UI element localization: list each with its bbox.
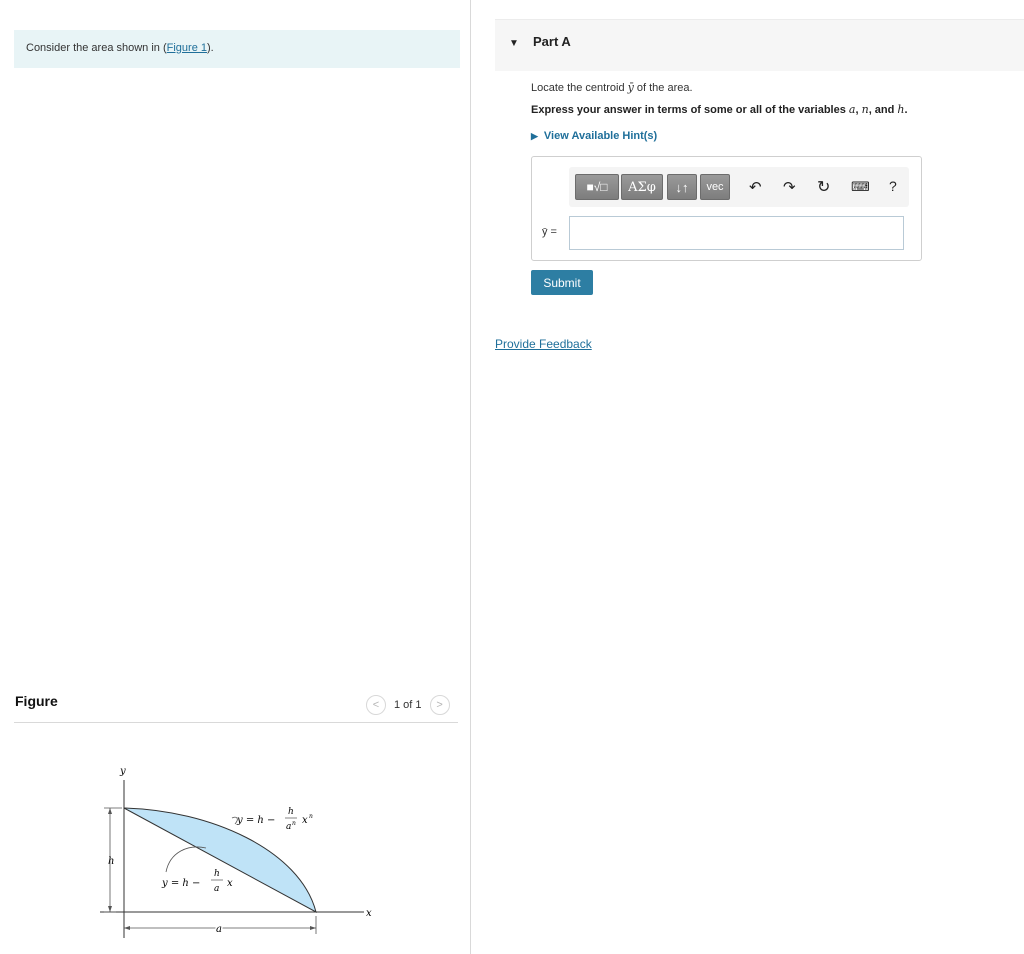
- question-var: ȳ: [627, 81, 634, 94]
- curve-eq-num: h: [288, 807, 294, 817]
- intro-text: Consider the area shown in (: [26, 42, 167, 54]
- part-a-label: Part A: [533, 34, 571, 49]
- templates-button[interactable]: ■√□: [575, 174, 619, 200]
- a-dimension-label: a: [216, 924, 222, 935]
- figure-page-count: 1 of 1: [394, 699, 422, 711]
- figure-1-link[interactable]: Figure 1: [166, 42, 207, 54]
- pane-divider: [470, 0, 471, 954]
- provide-feedback-link[interactable]: Provide Feedback: [495, 337, 592, 351]
- curve-eq-den: a: [286, 822, 292, 832]
- arrows-button[interactable]: ↓↑: [667, 174, 697, 200]
- instruction-end: .: [904, 104, 908, 116]
- curve-eq-den-exp: n: [292, 820, 296, 827]
- answer-variable-label: ȳ =: [542, 226, 557, 238]
- vec-button[interactable]: vec: [700, 174, 730, 200]
- figure-diagram: [90, 760, 390, 942]
- chevron-left-icon[interactable]: <: [366, 695, 386, 715]
- intro-text-end: ).: [207, 42, 214, 54]
- caret-down-icon[interactable]: ▼: [509, 38, 519, 49]
- greek-symbols-button[interactable]: ΑΣφ: [621, 174, 663, 200]
- curve-eq-var: x: [302, 815, 308, 826]
- hint-label: View Available Hint(s): [543, 130, 658, 142]
- h-dimension-label: h: [108, 856, 115, 867]
- undo-icon[interactable]: ↶: [749, 179, 762, 196]
- figure-pagination: [366, 694, 450, 716]
- curve-eq-prefix: y = h −: [237, 815, 276, 826]
- math-toolbar: [569, 167, 909, 207]
- var-h: h: [897, 103, 905, 116]
- chevron-right-icon[interactable]: >: [430, 695, 450, 715]
- caret-right-icon: ▶: [531, 131, 538, 141]
- instruction-before: Express your answer in terms of some or all of the variables: [531, 104, 849, 116]
- redo-icon[interactable]: ↷: [783, 179, 796, 196]
- submit-button[interactable]: Submit: [531, 270, 593, 295]
- answer-box: [531, 156, 922, 261]
- reset-icon[interactable]: ↻: [817, 179, 831, 196]
- answer-input[interactable]: [569, 216, 904, 250]
- question-before: Locate the centroid: [531, 82, 628, 94]
- figure-title: Figure: [15, 693, 58, 709]
- curve-eq-var-exp: n: [309, 813, 313, 820]
- instruction-text: [531, 103, 908, 116]
- keyboard-icon[interactable]: ⌨: [851, 179, 870, 194]
- var-n: n: [861, 103, 869, 116]
- var-a: a: [848, 103, 856, 116]
- y-axis-label: y: [120, 766, 126, 777]
- intro-box: [14, 30, 460, 68]
- view-hints-link[interactable]: [531, 130, 657, 142]
- line-eq-var: x: [227, 878, 233, 889]
- x-axis-label: x: [366, 908, 372, 919]
- question-text: [531, 81, 693, 94]
- line-eq-prefix: y = h −: [162, 878, 201, 889]
- part-a-header[interactable]: [495, 19, 1024, 71]
- line-eq-den: a: [214, 884, 220, 894]
- sep-1: ,: [855, 104, 862, 116]
- line-eq-num: h: [214, 869, 220, 879]
- figure-divider: [14, 722, 458, 723]
- sep-2: , and: [868, 104, 898, 116]
- question-after: of the area.: [633, 82, 693, 94]
- left-pane: [0, 0, 470, 954]
- help-button[interactable]: ?: [889, 178, 897, 194]
